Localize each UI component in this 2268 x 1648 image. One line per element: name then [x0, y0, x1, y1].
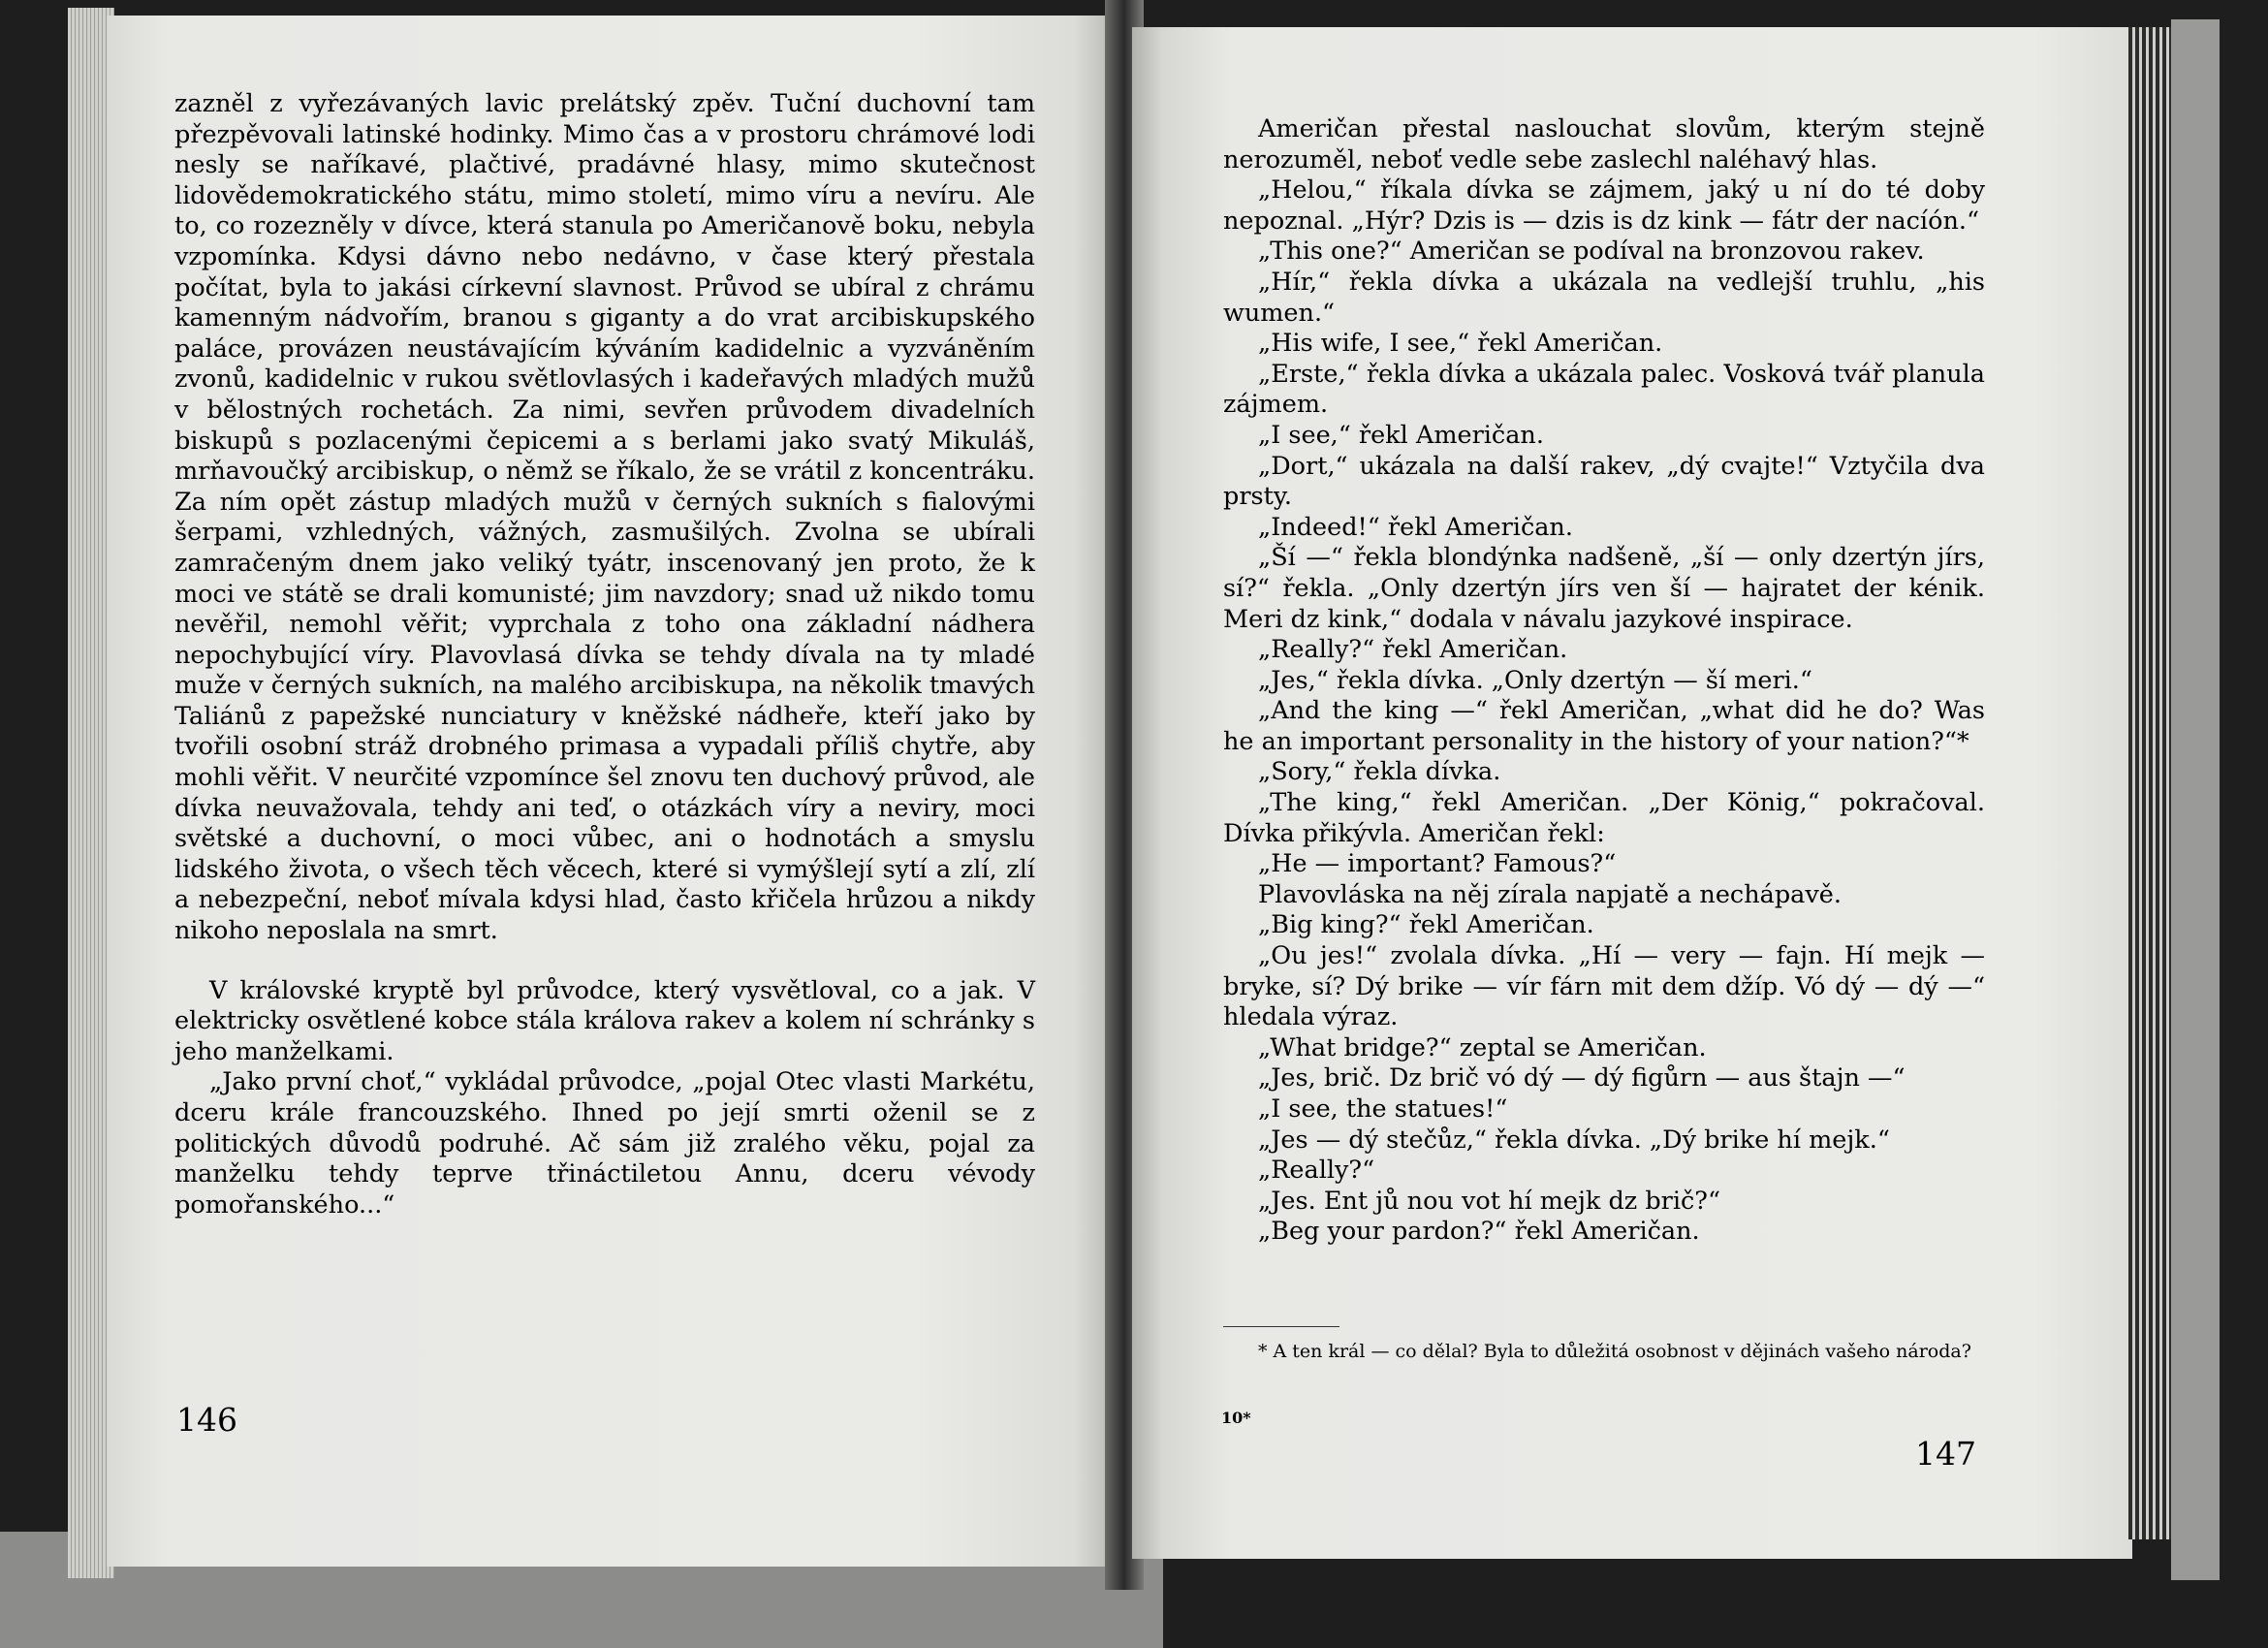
paragraph: Američan přestal naslouchat slovům, kterým stejně nerozuměl, neboť vedle sebe zaslechl naléhavý hlas. — [1223, 114, 1985, 174]
signature-mark: 10* — [1221, 1409, 1251, 1427]
book-cover-edge-right — [2171, 19, 2220, 1580]
paragraph: „Jes. Ent jů nou vot hí mejk dz brič?“ — [1258, 1186, 1721, 1216]
paragraph: „Ší —“ řekla blondýnka nadšeně, „ší — only dzertýn jírs, sí?“ řekla. „Only dzertýn jírs ven ší — hajratet der kénik. Meri dz kink,“ dodala v návalu jazykové inspirace. — [1223, 543, 1985, 634]
paragraph: „Indeed!“ řekl Američan. — [1258, 512, 1573, 542]
paragraph: „Erste,“ řekla dívka a ukázala palec. Vosková tvář planula zájmem. — [1223, 359, 1985, 420]
page-number-left: 146 — [176, 1401, 237, 1439]
paragraph: „Really?“ — [1258, 1156, 1375, 1186]
paragraph: „Jako první choť,“ vykládal průvodce, „pojal Otec vlasti Markétu, dceru krále francouzského. Ihned po její smrti oženil se z politických důvodů podruhé. Ač sám již zralého věku, pojal za manželku tehdy teprve třináctiletou Annu, dceru vévody pomořanského...“ — [174, 1067, 1035, 1220]
paragraph: „His wife, I see,“ řekl Američan. — [1258, 329, 1663, 359]
right-page-text — [1223, 114, 1985, 1248]
paragraph: „Really?“ řekl Američan. — [1258, 635, 1568, 665]
paragraph: „This one?“ Američan se podíval na bronzovou rakev. — [1258, 237, 1925, 267]
left-page-text — [174, 89, 1035, 1220]
paragraph: „Jes, brič. Dz brič vó dý — dý figůrn — aus štajn —“ — [1258, 1063, 1906, 1093]
page-number-right: 147 — [1915, 1435, 1976, 1473]
paragraph: „Jes,“ řekla dívka. „Only dzertýn — ší meri.“ — [1258, 665, 1812, 695]
paragraph: „Helou,“ říkala dívka se zájmem, jaký u ní do té doby nepoznal. „Hýr? Dzis is — dzis is dz kink — fátr der nacíón.“ — [1223, 175, 1985, 236]
paragraph: „Dort,“ ukázala na další rakev, „dý cvajte!“ Vztyčila dva prsty. — [1223, 451, 1985, 512]
page-edges-right — [2128, 27, 2171, 1539]
paragraph: „Hír,“ řekla dívka a ukázala na vedlejší truhlu, „his wumen.“ — [1223, 267, 1985, 328]
paragraph: „Jes — dý stečůz,“ řekla dívka. „Dý brike hí mejk.“ — [1258, 1125, 1890, 1155]
paragraph: „Ou jes!“ zvolala dívka. „Hí — very — fajn. Hí mejk — bryke, sí? Dý brike — vír fárn mit dem džíp. Vó dý — dý —“ hledala výraz. — [1223, 941, 1985, 1032]
paragraph: V královské kryptě byl průvodce, který vysvětloval, co a jak. V elektricky osvětlené kobce stála králova rakev a kolem ní schránky s jeho manželkami. — [174, 975, 1035, 1066]
paragraph: „I see,“ řekl Američan. — [1258, 420, 1544, 450]
paragraph: „Beg your pardon?“ řekl Američan. — [1258, 1217, 1700, 1247]
paragraph: „He — important? Famous?“ — [1258, 849, 1617, 879]
footnote: * A ten král — co dělal? Byla to důležitá osobnost v dějinách vašeho národa? — [1258, 1341, 1971, 1362]
paragraph: „I see, the statues!“ — [1258, 1094, 1508, 1124]
paragraph: „What bridge?“ zeptal se Američan. — [1258, 1032, 1707, 1062]
footnote-rule — [1223, 1326, 1339, 1327]
paragraph: „And the king —“ řekl Američan, „what did he do? Was he an important personality in the history of your nation?“* — [1223, 696, 1985, 756]
paragraph: „Sory,“ řekla dívka. — [1258, 757, 1501, 787]
paragraph: „The king,“ řekl Američan. „Der König,“ pokračoval. Dívka přikývla. Američan řekl: — [1223, 788, 1985, 848]
paragraph: „Big king?“ řekl Američan. — [1258, 910, 1594, 940]
paragraph: zazněl z vyřezávaných lavic prelátský zpěv. Tuční duchovní tam přezpěvovali latinské hodinky. Mimo čas a v prostoru chrámové lodi nesly se naříkavé, plačtivé, pradávné hlasy, mimo skutečnost lidovědemokratického státu, mimo století, mimo víru a nevíru. Ale to, co rozezněly v dívce, která stanula po Američanově boku, nebyla vzpomínka. Kdysi dávno nebo nedávno, v čase který přestala počítat, byla to jakási církevní slavnost. Průvod se ubíral z chrámu kamenným nádvořím, branou s giganty a do vrat arcibiskupského paláce, provázen neustávajícím kýváním kadidelnic a vyzváněním zvonů, kadidelnic v rukou světlovlasých i kadeřavých mladých mužů v bělostných rochetách. Za nimi, sevřen průvodem divadelních biskupů s pozlacenými čepicemi a s berlami jako svatý Mikuláš, mrňavoučký arcibiskup, o němž se říkalo, že se vrátil z koncentráku. Za ním opět zástup mladých mužů v černých sukních s fialovými šerpami, vzhledných, vážných, zasmušilých. Zvolna se ubírali zamračeným dnem jako veliký tyátr, inscenovaný jen proto, že k moci ve státě se drali komunisté; jim navzdory; snad už nikdo tomu nevěřil, nemohl věřit; vyprchala z toho ona základní nádhera nepochybující víry. Plavovlasá dívka se tehdy dívala na ty mladé muže v černých sukních, na malého arcibiskupa, na několik tmavých Taliánů z papežské nunciatury v kněžské nádheře, kteří jako by tvořili osobní stráž drobného primasa a vypadali příliš chytře, aby mohli věřit. V neurčité vzpomínce šel znovu ten duchový průvod, ale dívka neuvažovala, tehdy ani teď, o otázkách víry a neviry, moci světské a duchovní, o moci vůbec, ani o hodnotách a smyslu lidského života, o všech těch věcech, které si vymýšlejí sytí a zlí, zlí a nebezpeční, neboť mívala kdysi hlad, často křičela hrůzou a nikdy nikoho neposlala na smrt. — [174, 89, 1035, 946]
paragraph: Plavovláska na něj zírala napjatě a nechápavě. — [1258, 879, 1842, 909]
